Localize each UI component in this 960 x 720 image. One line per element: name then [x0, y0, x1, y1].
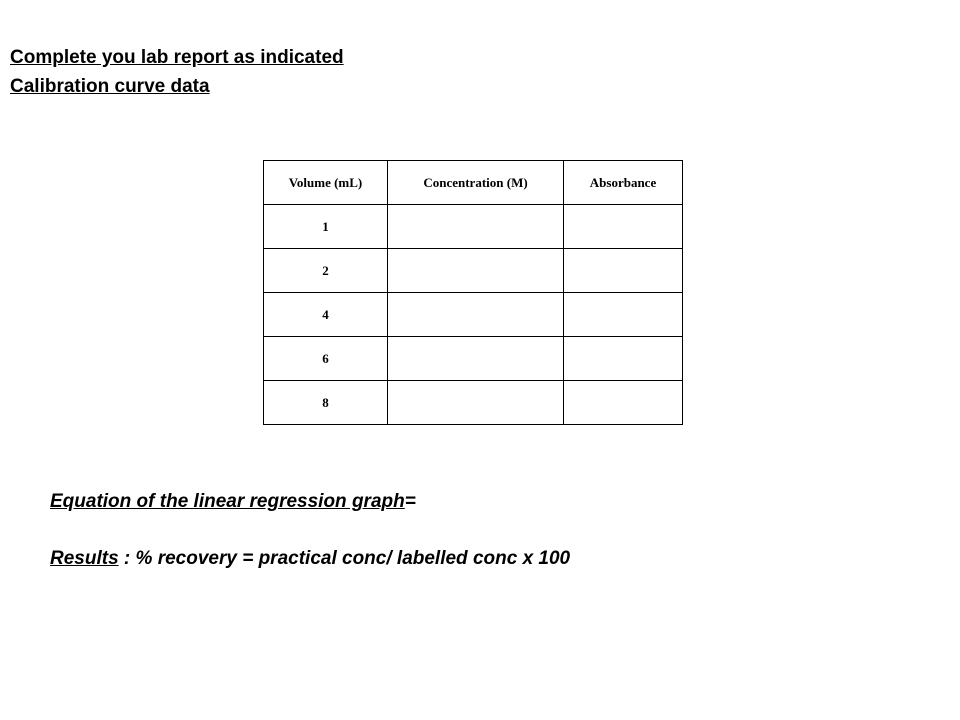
regression-equation-line	[50, 489, 416, 515]
absorbance-cell	[564, 381, 683, 425]
concentration-cell	[388, 381, 564, 425]
results-label: Results	[50, 548, 119, 569]
absorbance-cell	[564, 249, 683, 293]
table-row	[264, 337, 683, 381]
table-row	[264, 293, 683, 337]
absorbance-cell	[564, 205, 683, 249]
absorbance-cell	[564, 337, 683, 381]
page-heading-instructions: Complete you lab report as indicated	[10, 47, 344, 68]
concentration-cell	[388, 337, 564, 381]
results-line	[50, 546, 570, 572]
calibration-table	[263, 160, 683, 425]
results-formula: : % recovery = practical conc/ labelled conc x 100	[118, 548, 571, 569]
page-heading-calibration: Calibration curve data	[10, 76, 210, 97]
volume-cell: 6	[264, 337, 388, 381]
table-row	[264, 249, 683, 293]
concentration-cell	[388, 249, 564, 293]
table-row	[264, 381, 683, 425]
table-header-row	[264, 161, 683, 205]
concentration-cell	[388, 205, 564, 249]
table-row	[264, 205, 683, 249]
regression-equation-suffix: =	[404, 491, 416, 512]
volume-cell: 4	[264, 293, 388, 337]
regression-equation-label: Equation of the linear regression graph	[50, 491, 405, 512]
column-header-absorbance: Absorbance	[564, 161, 683, 205]
volume-cell: 1	[264, 205, 388, 249]
column-header-concentration: Concentration (M)	[388, 161, 564, 205]
column-header-volume: Volume (mL)	[264, 161, 388, 205]
volume-cell: 8	[264, 381, 388, 425]
volume-cell: 2	[264, 249, 388, 293]
absorbance-cell	[564, 293, 683, 337]
concentration-cell	[388, 293, 564, 337]
